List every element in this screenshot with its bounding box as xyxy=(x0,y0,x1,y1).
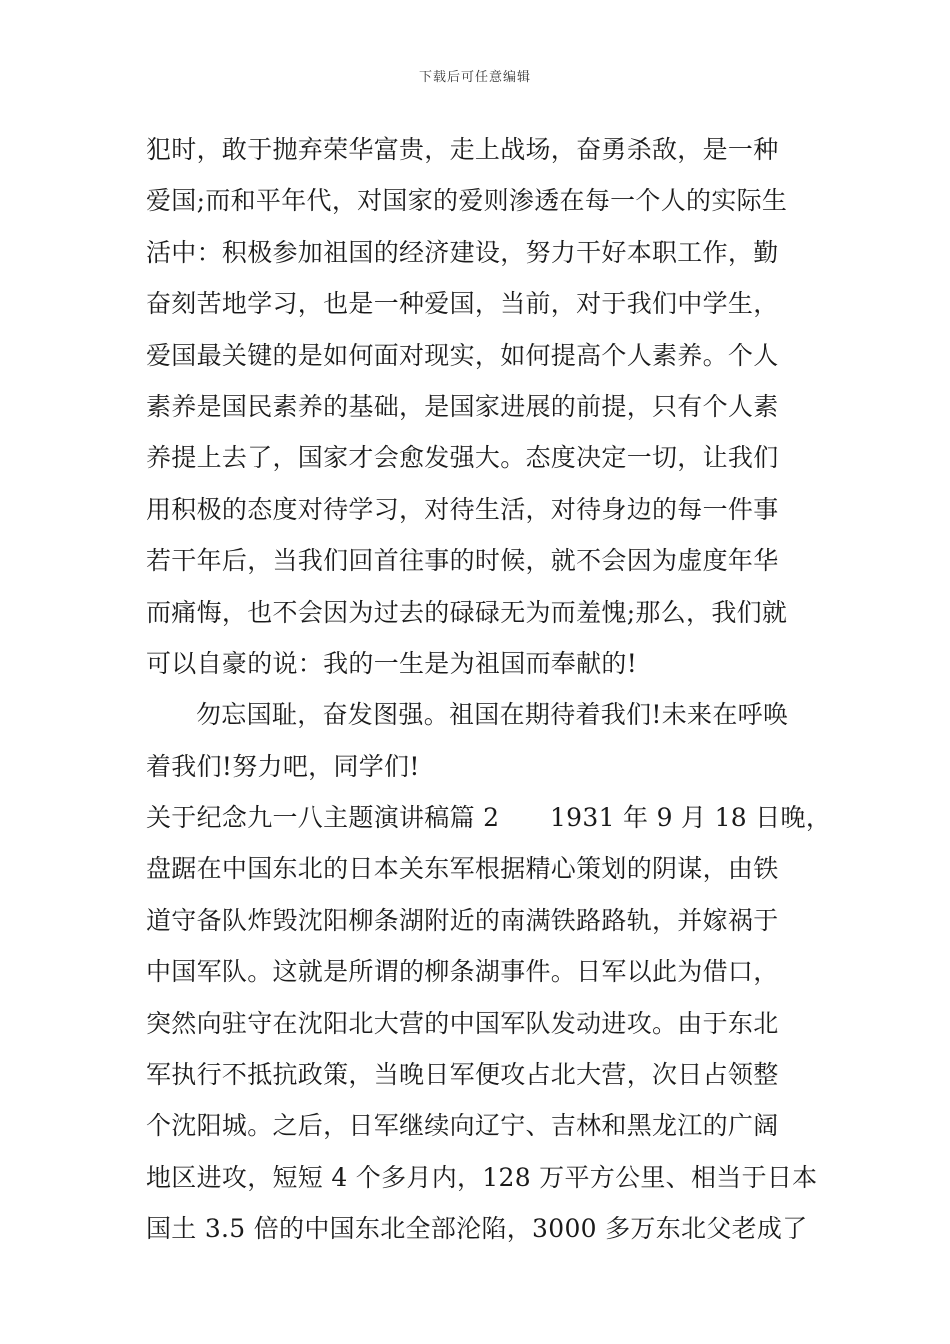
text-line: 犯时，敢于抛弃荣华富贵，走上战场，奋勇杀敌，是一种 xyxy=(146,135,779,164)
text-line: 奋刻苦地学习，也是一种爱国，当前，对于我们中学生， xyxy=(146,289,779,319)
text-line: 着我们!努力吧，同学们! xyxy=(146,751,420,781)
text-line: 盘踞在中国东北的日本关东军根据精心策划的阴谋，由铁 xyxy=(146,854,779,884)
text-line: 活中：积极参加祖国的经济建设，努力干好本职工作，勤 xyxy=(146,237,779,267)
text-line: 中国军队。这就是所谓的柳条湖事件。日军以此为借口， xyxy=(146,957,779,987)
text-line: 突然向驻守在沈阳北大营的中国军队发动进攻。由于东北 xyxy=(146,1008,779,1038)
text-line: 若干年后，当我们回首往事的时候，就不会因为虚度年华 xyxy=(146,546,779,576)
text-line: 爱国最关键的是如何面对现实，如何提高个人素养。个人 xyxy=(146,340,779,370)
page-header: 下载后可任意编辑 xyxy=(418,70,531,85)
text-line: 爱国;而和平年代，对国家的爱则渗透在每一个人的实际生 xyxy=(146,186,788,216)
text-line: 用积极的态度对待学习，对待生活，对待身边的每一件事 xyxy=(146,494,779,524)
text-line: 而痛悔，也不会因为过去的碌碌无为而羞愧;那么，我们就 xyxy=(146,597,788,627)
text-line: 素养是国民素养的基础，是国家进展的前提，只有个人素 xyxy=(146,391,779,421)
document-body xyxy=(146,124,832,1255)
text-line: 地区进攻，短短 4 个多月内，128 万平方公里、相当于日本 xyxy=(146,1162,818,1192)
text-line: 养提上去了，国家才会愈发强大。态度决定一切，让我们 xyxy=(146,443,779,473)
text-line: 可以自豪的说：我的一生是为祖国而奉献的! xyxy=(146,648,638,678)
text-line: 个沈阳城。之后，日军继续向辽宁、吉林和黑龙江的广阔 xyxy=(146,1111,779,1141)
text-line: 国土 3.5 倍的中国东北全部沦陷，3000 多万东北父老成了 xyxy=(146,1214,808,1244)
section-heading-line: 关于纪念九一八主题演讲稿篇 2 1931 年 9 月 18 日晚， xyxy=(146,803,832,833)
paragraph-first-line: 勿忘国耻，奋发图强。祖国在期待着我们!未来在呼唤 xyxy=(196,700,789,730)
text-line: 军执行不抵抗政策，当晚日军便攻占北大营，次日占领整 xyxy=(146,1060,779,1090)
text-line: 道守备队炸毁沈阳柳条湖附近的南满铁路路轨，并嫁祸于 xyxy=(146,905,779,935)
